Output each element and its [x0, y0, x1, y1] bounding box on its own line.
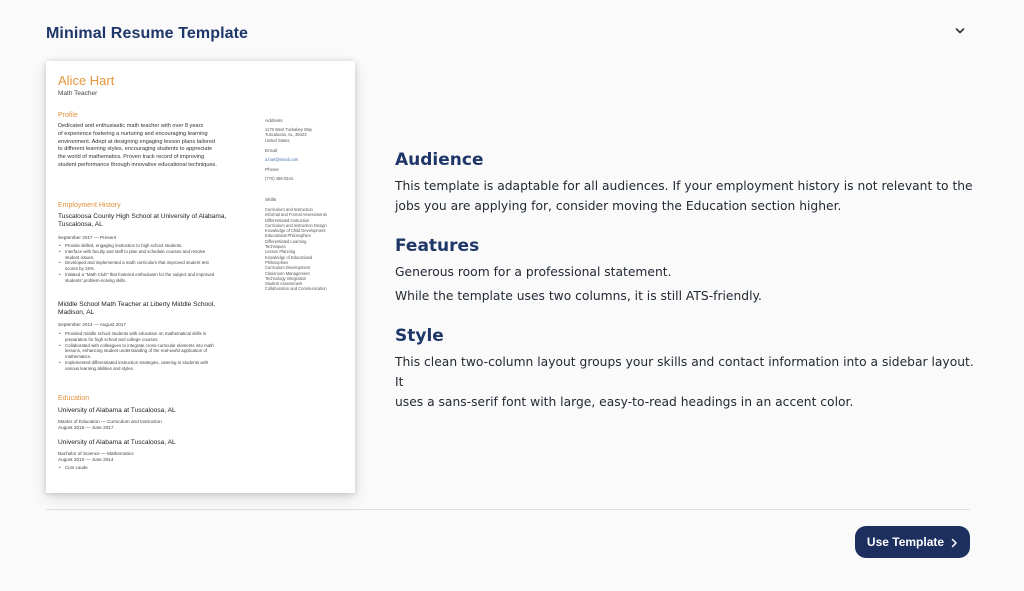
resume-job2-dates: September 2014 — August 2017: [58, 322, 127, 327]
use-template-button[interactable]: [855, 526, 970, 558]
header: [46, 22, 976, 46]
resume-edu2-bullets: • Cum Laude: [58, 465, 88, 471]
resume-profile-text: Dedicated and enthusiastic math teacher with over 8 years of experience fostering a nurturing and encouraging learning environment. Adept at designing engaging lesson plans tailored to different learning styles, encouraging students to appreciate the world of mathematics. Proven track record of improving student performance through innovative educational techniques.: [58, 123, 217, 168]
page-title: Minimal Resume Template: [46, 25, 249, 42]
audience-heading: Audience: [395, 150, 484, 170]
chevron-right-icon: [951, 538, 958, 548]
resume-job2-title: Middle School Math Teacher at Liberty Middle School, Madison, AL: [58, 301, 216, 317]
resume-skills-label: Skills: [265, 198, 277, 203]
resume-edu2-details: Bachelor of Science — Mathematics August 2010 — June 2014: [58, 451, 134, 462]
resume-name: Alice Hart: [58, 73, 115, 88]
resume-edu1-school: University of Alabama at Tuscaloosa, AL: [58, 407, 176, 414]
resume-job1-dates: September 2017 — Present: [58, 235, 117, 240]
resume-profile-heading: Profile: [58, 112, 78, 119]
resume-edu2-school: University of Alabama at Tuscaloosa, AL: [58, 439, 176, 446]
resume-phone-label: Phone: [265, 168, 279, 173]
resume-role: Math Teacher: [58, 90, 98, 97]
style-text: This clean two-column layout groups your skills and contact information into a sidebar layout. It uses a sans-serif font with large, easy-to-read headings in an accent color.: [395, 355, 974, 409]
resume-address: 1179 West Tuckabey Way Tuscaloosa, AL, 35423 United States: [265, 127, 313, 143]
audience-text: This template is adaptable for all audiences. If your employment history is not relevant to the jobs you are applying for, consider moving the Education section higher.: [395, 179, 973, 213]
style-heading: Style: [395, 326, 444, 346]
resume-skills-list: Curriculum and Instruction Informal and Formal Assessments Differentiated Instruction Curriculum and Instruction Design Knowledge of Child Development Educational Philosophies Differentiated Learning Techniques Lesson Planning Knowledge of Educational Philosophies Curriculum Development Classroom Management Technology Integration Student Assessment Collaboration and Communication: [265, 207, 327, 292]
resume-job1-bullets: • Provide skilled, engaging instruction to high school students. • Interface with faculty and staff to plan and schedule courses and resolve student issues. • Developed and implemented a math curriculum that improved student test scores by 15%. • Initiated a "Math Club" that fostered enthusiasm for the subject and improved students' problem-solving skills.: [58, 243, 258, 284]
resume-preview[interactable]: [46, 61, 355, 493]
resume-phone: (770) 489-3344: [265, 176, 293, 181]
features-heading: Features: [395, 236, 480, 256]
chevron-down-icon[interactable]: [954, 25, 966, 37]
resume-job1-title: Tuscaloosa County High School at University of Alabama, Tuscaloosa, AL: [58, 213, 227, 229]
template-description: [395, 150, 975, 412]
resume-email: a.hart@email.com: [265, 157, 299, 162]
resume-email-label: Email: [265, 149, 277, 154]
divider: [46, 509, 970, 510]
resume-job2-bullets: • Provided middle school students with education on mathematical skills in preparation for high school and college courses. • Collaborated with colleagues to integrate cross-curricular elements into math lessons, enhancing student understanding of the real-world application of mathematics. • Implemented differentiated instruction strategies, catering to students with various learning abilities and styles.: [58, 331, 258, 372]
resume-edu1-details: Master of Education — Curriculum and Instruction August 2015 — June 2017: [58, 419, 162, 430]
resume-education-heading: Education: [58, 395, 90, 402]
resume-address-label: Address: [265, 119, 283, 124]
features-text: Generous room for a professional statement. While the template uses two columns, it is still ATS-friendly.: [395, 265, 762, 303]
use-template-label: Use Template: [866, 535, 945, 549]
resume-employment-heading: Employment History: [58, 202, 121, 209]
